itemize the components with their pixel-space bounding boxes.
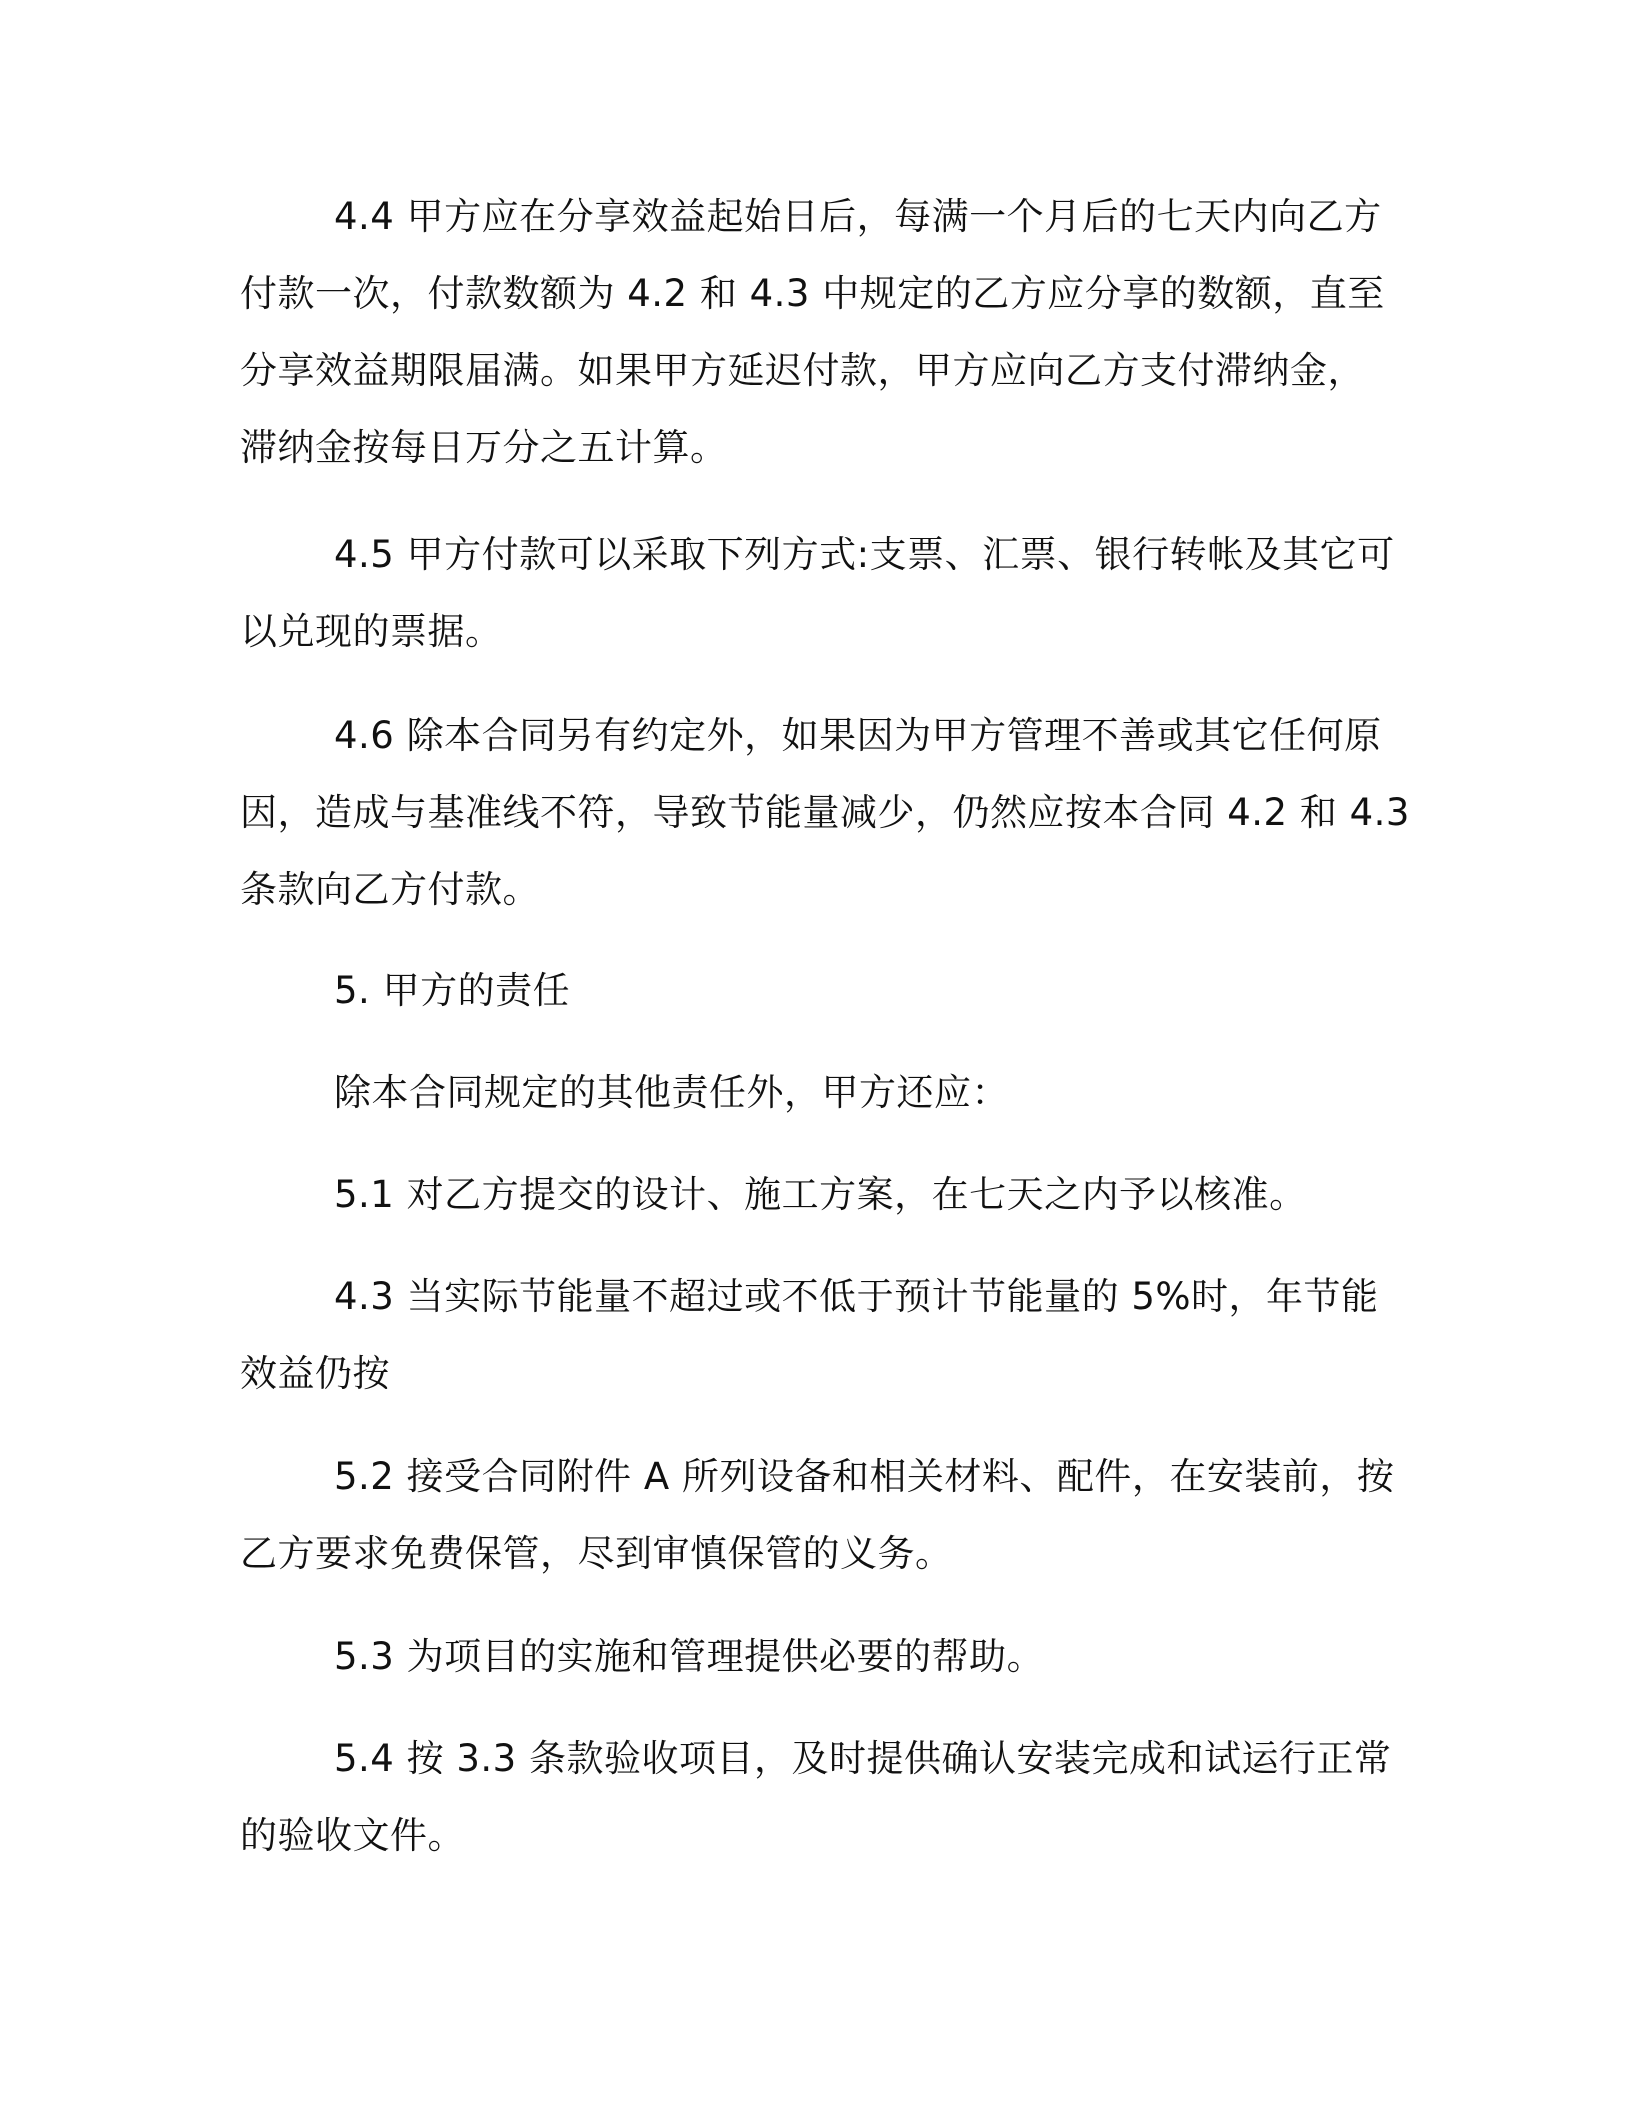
text-line: 乙方要求免费保管，尽到审慎保管的义务。 xyxy=(240,1532,953,1575)
text-line: 的验收文件。 xyxy=(240,1814,465,1857)
paragraph-5-4 xyxy=(240,1720,1392,1874)
text-line: 除本合同规定的其他责任外，甲方还应： xyxy=(334,1071,1009,1114)
text-line: 5.2 接受合同附件 A 所列设备和相关材料、配件，在安装前，按 xyxy=(334,1455,1395,1498)
paragraph-5-intro xyxy=(240,1054,1380,1131)
paragraph-4-3 xyxy=(240,1258,1380,1412)
text-line: 5.3 为项目的实施和管理提供必要的帮助。 xyxy=(334,1635,1045,1678)
paragraph-5-3 xyxy=(240,1618,1380,1695)
text-line: 滞纳金按每日万分之五计算。 xyxy=(240,426,728,469)
paragraph-5-2 xyxy=(240,1438,1395,1592)
text-line: 5.1 对乙方提交的设计、施工方案，在七天之内予以核准。 xyxy=(334,1173,1307,1216)
text-line: 因，造成与基准线不符，导致节能量减少，仍然应按本合同 4.2 和 4.3 xyxy=(240,791,1410,834)
text-line: 4.6 除本合同另有约定外，如果因为甲方管理不善或其它任何原 xyxy=(334,714,1382,757)
paragraph-5-1 xyxy=(240,1156,1380,1233)
text-line: 4.5 甲方付款可以采取下列方式:支票、汇票、银行转帐及其它可 xyxy=(334,533,1395,576)
text-line: 以兑现的票据。 xyxy=(240,610,503,653)
text-line: 效益仍按 xyxy=(240,1352,390,1395)
text-line: 付款一次，付款数额为 4.2 和 4.3 中规定的乙方应分享的数额，直至 xyxy=(240,272,1385,315)
section-5-heading xyxy=(240,952,1380,1029)
section-heading: 5. 甲方的责任 xyxy=(334,969,571,1012)
paragraph-4-4 xyxy=(240,178,1385,486)
text-line: 条款向乙方付款。 xyxy=(240,868,540,911)
paragraph-4-5 xyxy=(240,516,1395,670)
text-line: 分享效益期限届满。如果甲方延迟付款，甲方应向乙方支付滞纳金， xyxy=(240,349,1365,392)
paragraph-4-6 xyxy=(240,697,1410,928)
text-line: 4.3 当实际节能量不超过或不低于预计节能量的 5%时，年节能 xyxy=(334,1275,1379,1318)
text-line: 4.4 甲方应在分享效益起始日后，每满一个月后的七天内向乙方 xyxy=(334,195,1382,238)
text-line: 5.4 按 3.3 条款验收项目，及时提供确认安装完成和试运行正常 xyxy=(334,1737,1392,1780)
